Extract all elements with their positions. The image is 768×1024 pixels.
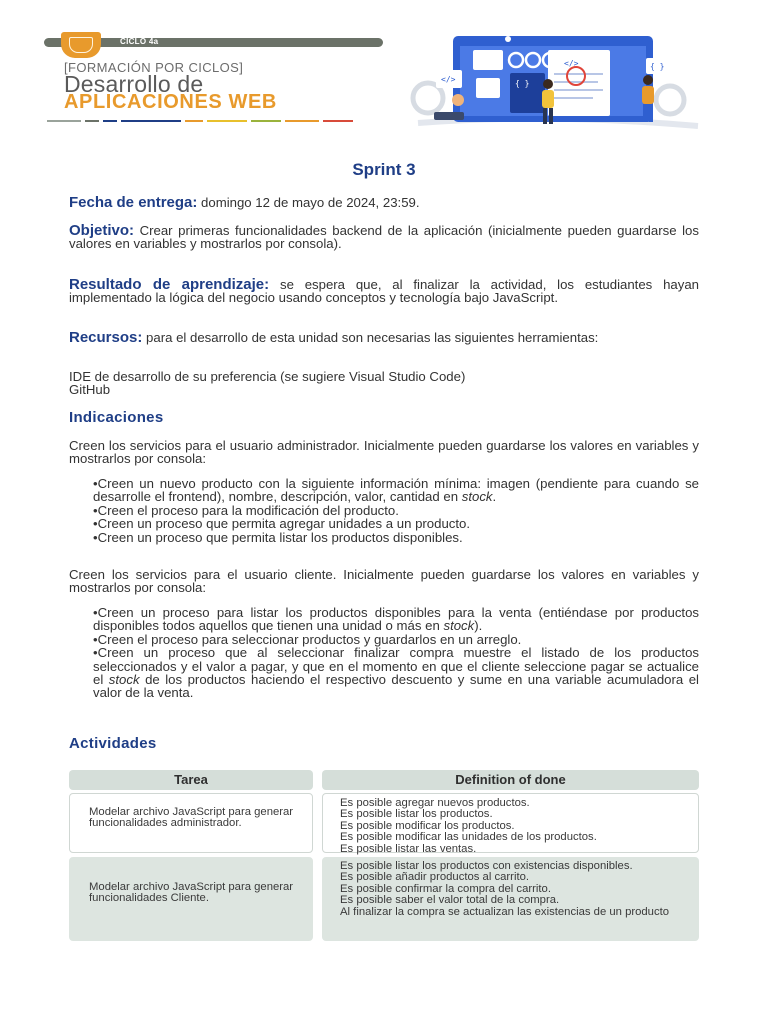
svg-text:{ }: { }	[650, 62, 665, 71]
resultado-paragraph	[69, 278, 699, 305]
admin-bullet-list	[93, 477, 699, 544]
objetivo-label: Objetivo:	[69, 222, 135, 239]
fecha-label: Fecha de entrega:	[69, 194, 198, 211]
indicaciones-heading: Indicaciones	[69, 409, 164, 426]
table-cell-task: Modelar archivo JavaScript para generar funcionalidades administrador.	[69, 793, 313, 853]
cycle-label: CICLO 4a	[120, 37, 159, 46]
svg-text:{ }: { }	[515, 79, 530, 88]
recursos-label: Recursos:	[69, 329, 143, 346]
resultado-label: Resultado de aprendizaje:	[69, 276, 270, 293]
done-item: Es posible modificar las unidades de los productos.	[340, 831, 597, 844]
list-item: • Creen un nuevo producto con la siguiente información mínima: imagen (pendiente para cuando se desarrolle el frontend), nombre, descripción, valor, cantidad en stock.	[93, 477, 699, 504]
tool-item: IDE de desarrollo de su preferencia (se sugiere Visual Studio Code)	[69, 369, 466, 384]
objetivo-paragraph	[69, 224, 699, 251]
institution-shield-icon	[61, 32, 101, 58]
table-cell-done	[322, 857, 699, 941]
svg-text:</>: </>	[564, 59, 579, 68]
done-item: Es posible modificar los productos.	[340, 819, 515, 832]
table-cell-task: Modelar archivo JavaScript para generar funcionalidades Cliente.	[69, 857, 313, 941]
done-item: Es posible agregar nuevos productos.	[340, 797, 530, 809]
table-header-done: Definition of done	[322, 770, 699, 790]
developers-illustration-icon	[398, 28, 703, 130]
list-item: • Creen el proceso para seleccionar productos y guardarlos en un arreglo.	[93, 633, 699, 646]
done-item: Es posible saber el valor total de la compra.	[340, 894, 560, 907]
done-item: Es posible listar las ventas.	[340, 842, 477, 855]
fecha-value: domingo 12 de mayo de 2024, 23:59.	[201, 195, 420, 210]
table-cell-done	[322, 793, 699, 853]
list-item: • Creen un proceso para listar los productos disponibles para la venta (entiéndase por productos disponibles todos aquellos que tienen una unidad o más en stock).	[93, 606, 699, 633]
client-intro: Creen los servicios para el usuario cliente. Inicialmente pueden guardarse los valores en variables y mostrarlos por consola:	[69, 567, 699, 596]
objetivo-value: Crear primeras funcionalidades backend de la aplicación (inicialmente pueden guardarse los valores en variables y mostrarlos por consola).	[69, 223, 699, 252]
actividades-heading: Actividades	[69, 735, 157, 752]
client-bullet-list	[93, 606, 699, 700]
fecha-paragraph	[69, 196, 699, 209]
recursos-value: para el desarrollo de esta unidad son necesarias las siguientes herramientas:	[146, 330, 599, 345]
recursos-paragraph	[69, 331, 699, 344]
list-item: • Creen un proceso que permita listar los productos disponibles.	[93, 531, 699, 544]
list-item: • Creen un proceso que al seleccionar finalizar compra muestre el listado de los productos seleccionados y el valor a pagar, y que en el momento en que el cliente seleccione pagar se actualice el stock de los productos haciendo el respectivo descuento y sume en una variable acumuladora el valor de la venta.	[93, 646, 699, 700]
header-title-accent: APLICACIONES WEB	[64, 91, 277, 113]
list-item: • Creen un proceso que permita agregar unidades a un producto.	[93, 517, 699, 530]
admin-intro: Creen los servicios para el usuario administrador. Inicialmente pueden guardarse los valores en variables y mostrarlos por consola:	[69, 438, 699, 467]
list-item: • Creen el proceso para la modificación del producto.	[93, 504, 699, 517]
header-title: Desarrollo de	[64, 71, 204, 97]
resultado-value: se espera que, al finalizar la actividad, los estudiantes hayan implementado la lógica del negocio usando conceptos y tecnología bajo JavaScript.	[69, 277, 700, 306]
header-subtitle: [FORMACIÓN POR CICLOS]	[64, 60, 244, 75]
done-item: Es posible añadir productos al carrito.	[340, 871, 530, 884]
done-item: Es posible listar los productos con existencias disponibles.	[340, 860, 633, 872]
tool-item: GitHub	[69, 382, 111, 397]
done-item: Es posible listar los productos.	[340, 808, 493, 821]
page-title: Sprint 3	[352, 160, 416, 179]
table-header-tarea: Tarea	[69, 770, 313, 790]
decorative-color-lines	[47, 120, 367, 123]
done-item: Al finalizar la compra se actualizan las existencias de un producto	[340, 905, 670, 918]
done-item: Es posible confirmar la compra del carrito.	[340, 882, 551, 895]
svg-text:</>: </>	[441, 75, 456, 84]
